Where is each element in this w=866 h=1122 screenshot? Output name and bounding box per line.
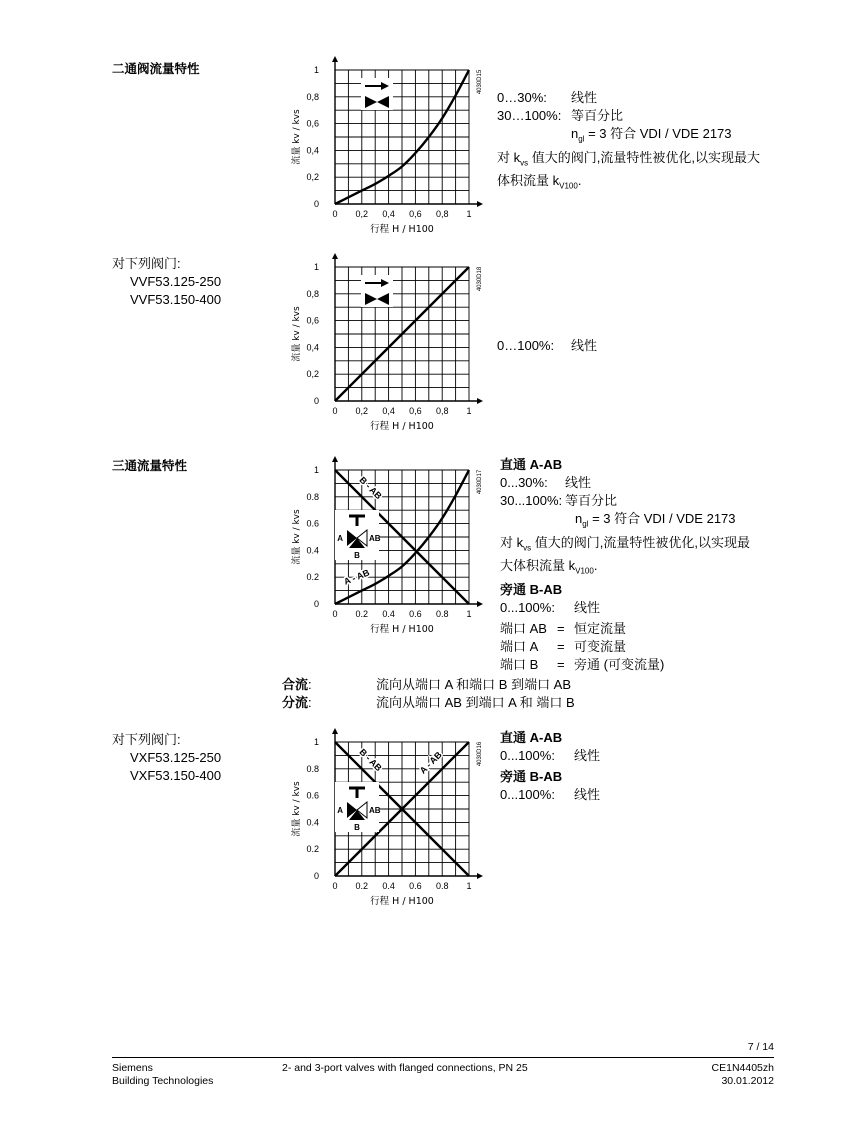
ngl-text: = 3 符合 VDI / VDE 2173 [588, 511, 736, 526]
x-tick-label: 0,4 [382, 209, 395, 219]
figure-code: 4030D17 [477, 469, 483, 495]
x-tick-label: 0 [332, 881, 338, 891]
x-tick-label: 0.4 [382, 609, 395, 619]
y-tick-label: 0.6 [306, 518, 319, 529]
x-tick-label: 0.4 [382, 881, 395, 891]
valve-item: VVF53.150-400 [130, 292, 222, 307]
y-tick-label: 0,8 [306, 288, 319, 299]
x-tick-label: 0.8 [435, 609, 449, 619]
ngl-symbol: n [575, 511, 583, 526]
y-tick-label: 0.4 [306, 545, 319, 556]
range-label: 30...100%: [500, 493, 563, 508]
chart-svg [280, 450, 490, 640]
chart4-description [500, 729, 600, 804]
diverting-row [282, 694, 312, 712]
port-desc: 旁通 (可变流量) [574, 656, 665, 672]
chart1-description [497, 89, 760, 196]
chart-svg [280, 722, 490, 912]
y-tick-label: 1 [313, 465, 319, 475]
port-b-label: B [354, 823, 360, 832]
valve-item: VVF53.125-250 [130, 274, 222, 289]
y-tick-label: 0,2 [306, 369, 319, 380]
valve-list-2 [112, 731, 221, 785]
x-axis-label: 行程 H / H100 [370, 624, 434, 635]
x-tick-label: 0.2 [355, 881, 369, 891]
company: Siemens [112, 1062, 153, 1074]
footer-left [112, 1062, 213, 1088]
x-axis-arrow [477, 201, 483, 207]
range-label: 0...30%: [500, 475, 548, 490]
doc-title: 2- and 3-port valves with flanged connections, PN 25 [282, 1062, 528, 1074]
x-tick-label: 0.6 [409, 609, 422, 619]
y-tick-label: 1 [313, 65, 319, 75]
footer-right [600, 1062, 774, 1088]
y-tick-label: 0,2 [306, 172, 319, 183]
valve-list-1 [112, 255, 221, 309]
chart-three-way-equal-percentage [280, 450, 490, 645]
series-label: A - AB [342, 567, 371, 587]
x-axis-arrow [477, 398, 483, 404]
port-row [500, 620, 750, 638]
valve-list-title: 对下列阀门: [112, 256, 181, 271]
bypass-title: 旁通 B-AB [500, 581, 563, 597]
note-sub: V100 [559, 181, 578, 191]
range-label: 0…30%: [497, 90, 547, 105]
chart-svg [280, 50, 490, 240]
port-desc: 可变流量 [574, 638, 627, 654]
note-text: . [577, 173, 582, 189]
x-tick-label: 0,4 [382, 406, 395, 416]
x-tick-label: 0,6 [409, 406, 422, 416]
ngl-symbol: n [571, 126, 579, 141]
x-tick-label: 1 [466, 609, 472, 619]
x-tick-label: 0.6 [409, 881, 422, 891]
x-axis-arrow [477, 601, 483, 607]
note-text: . [593, 558, 598, 574]
y-tick-label: 0 [313, 599, 319, 609]
colon: : [308, 677, 312, 692]
y-tick-label: 0.8 [306, 491, 319, 502]
valve-item: VXF53.150-400 [130, 768, 222, 783]
range-desc: 线性 [565, 475, 592, 490]
x-tick-label: 0,8 [435, 406, 449, 416]
x-tick-label: 0,8 [435, 209, 449, 219]
diverting-label: 分流 [282, 695, 309, 710]
note-text: 值大的阀门,流量特性被优化,以实现最 [531, 534, 750, 550]
x-tick-label: 0 [332, 209, 338, 219]
x-axis-label: 行程 H / H100 [370, 224, 434, 235]
y-axis-label: 流量 kv / kvs [292, 509, 302, 565]
ngl-sub: gl [578, 134, 585, 144]
note-sub: vs [520, 158, 529, 168]
note-text: 对 k [497, 149, 521, 165]
figure-code: 4030D15 [477, 69, 483, 95]
port-name: 端口 B [500, 656, 539, 672]
range-desc: 线性 [574, 787, 601, 802]
x-tick-label: 1 [466, 881, 472, 891]
y-axis-arrow [332, 253, 338, 259]
port-name: 端口 AB [500, 620, 547, 636]
through-port-title: 直通 A-AB [500, 730, 563, 745]
y-tick-label: 0.2 [306, 572, 319, 583]
series-label: B - AB [357, 746, 384, 774]
note-text: 大体积流量 k [500, 558, 576, 574]
y-tick-label: 0 [313, 871, 319, 881]
chart2-description [497, 337, 597, 355]
y-tick-label: 0,6 [306, 118, 319, 129]
note-sub: vs [523, 543, 532, 553]
port-ab-label: AB [369, 534, 381, 543]
port-desc: 恒定流量 [574, 620, 627, 636]
doc-date: 30.01.2012 [721, 1075, 774, 1087]
port-a-label: A [337, 806, 343, 815]
chart-two-way-equal-percentage [280, 50, 490, 245]
valve-list-title: 对下列阀门: [112, 732, 181, 747]
x-tick-label: 1 [466, 209, 472, 219]
range-desc: 线性 [571, 338, 598, 353]
range-label: 30…100%: [497, 108, 562, 123]
y-tick-label: 0,8 [306, 91, 319, 102]
x-tick-label: 0,2 [355, 209, 369, 219]
x-tick-label: 0.8 [435, 881, 449, 891]
diverting-desc: 流向从端口 AB 到端口 A 和 端口 B [376, 695, 575, 710]
x-tick-label: 0,2 [355, 406, 369, 416]
x-tick-label: 0.2 [355, 609, 369, 619]
range-label: 0...100%: [500, 599, 555, 615]
ngl-text: = 3 符合 VDI / VDE 2173 [584, 126, 732, 141]
heading-two-way: 二通阀流量特性 [112, 61, 200, 76]
port-eq: = [557, 620, 565, 636]
y-tick-label: 0.4 [306, 817, 319, 828]
range-label: 0...100%: [500, 748, 555, 763]
note-text: 体积流量 k [497, 173, 560, 189]
range-desc: 线性 [571, 90, 598, 105]
chart-two-way-linear [280, 247, 490, 442]
range-label: 0...100%: [500, 787, 555, 802]
y-axis-arrow [332, 56, 338, 62]
figure-code: 4030D18 [477, 266, 483, 292]
bypass-title: 旁通 B-AB [500, 769, 563, 784]
footer-rule [112, 1057, 774, 1058]
doc-id: CE1N4405zh [711, 1062, 774, 1074]
port-row [500, 656, 750, 674]
mixing-label: 合流 [282, 677, 309, 692]
x-tick-label: 0 [332, 609, 338, 619]
through-port-title: 直通 A-AB [500, 457, 563, 472]
y-axis-arrow [332, 728, 338, 734]
x-axis-arrow [477, 873, 483, 879]
chart-svg [280, 247, 490, 437]
y-tick-label: 1 [313, 737, 319, 747]
y-axis-label: 流量 kv / kvs [292, 109, 302, 165]
mixing-desc: 流向从端口 A 和端口 B 到端口 AB [376, 677, 572, 692]
port-name: 端口 A [500, 638, 539, 654]
range-label: 0…100%: [497, 338, 555, 353]
range-desc: 线性 [574, 748, 601, 763]
colon: : [308, 695, 312, 710]
page-number: 7 / 14 [747, 1041, 774, 1053]
x-tick-label: 0,6 [409, 209, 422, 219]
y-tick-label: 0 [313, 199, 319, 209]
x-tick-label: 0 [332, 406, 338, 416]
mixing-row [282, 676, 312, 694]
y-tick-label: 0,6 [306, 315, 319, 326]
ngl-sub: gl [582, 519, 589, 529]
note-text: 值大的阀门,流量特性被优化,以实现最大 [528, 149, 760, 165]
y-tick-label: 0,4 [306, 145, 319, 156]
y-tick-label: 0.8 [306, 763, 319, 774]
y-tick-label: 0,4 [306, 342, 319, 353]
chart3-description [500, 456, 750, 674]
division: Building Technologies [112, 1075, 214, 1087]
port-ab-label: AB [369, 806, 381, 815]
range-desc: 线性 [574, 599, 601, 615]
range-desc: 等百分比 [565, 493, 618, 508]
y-tick-label: 1 [313, 262, 319, 272]
series-label: B - AB [357, 474, 384, 502]
port-eq: = [557, 656, 565, 672]
x-axis-label: 行程 H / H100 [370, 421, 434, 432]
figure-code: 4030D16 [477, 741, 483, 767]
heading-three-way: 三通流量特性 [112, 458, 188, 473]
y-tick-label: 0 [313, 396, 319, 406]
y-axis-label: 流量 kv / kvs [292, 781, 302, 837]
y-tick-label: 0.2 [306, 844, 319, 855]
note-text: 对 k [500, 534, 524, 550]
port-row [500, 638, 750, 656]
y-axis-arrow [332, 456, 338, 462]
note-sub: V100 [575, 566, 594, 576]
port-a-label: A [337, 534, 343, 543]
range-desc: 等百分比 [571, 108, 624, 123]
port-b-label: B [354, 551, 360, 560]
valve-item: VXF53.125-250 [130, 750, 222, 765]
y-tick-label: 0.6 [306, 790, 319, 801]
y-axis-label: 流量 kv / kvs [292, 306, 302, 362]
series-label: A - AB [417, 749, 444, 776]
x-tick-label: 1 [466, 406, 472, 416]
x-axis-label: 行程 H / H100 [370, 896, 434, 907]
chart-three-way-linear [280, 722, 490, 917]
port-eq: = [557, 638, 565, 654]
